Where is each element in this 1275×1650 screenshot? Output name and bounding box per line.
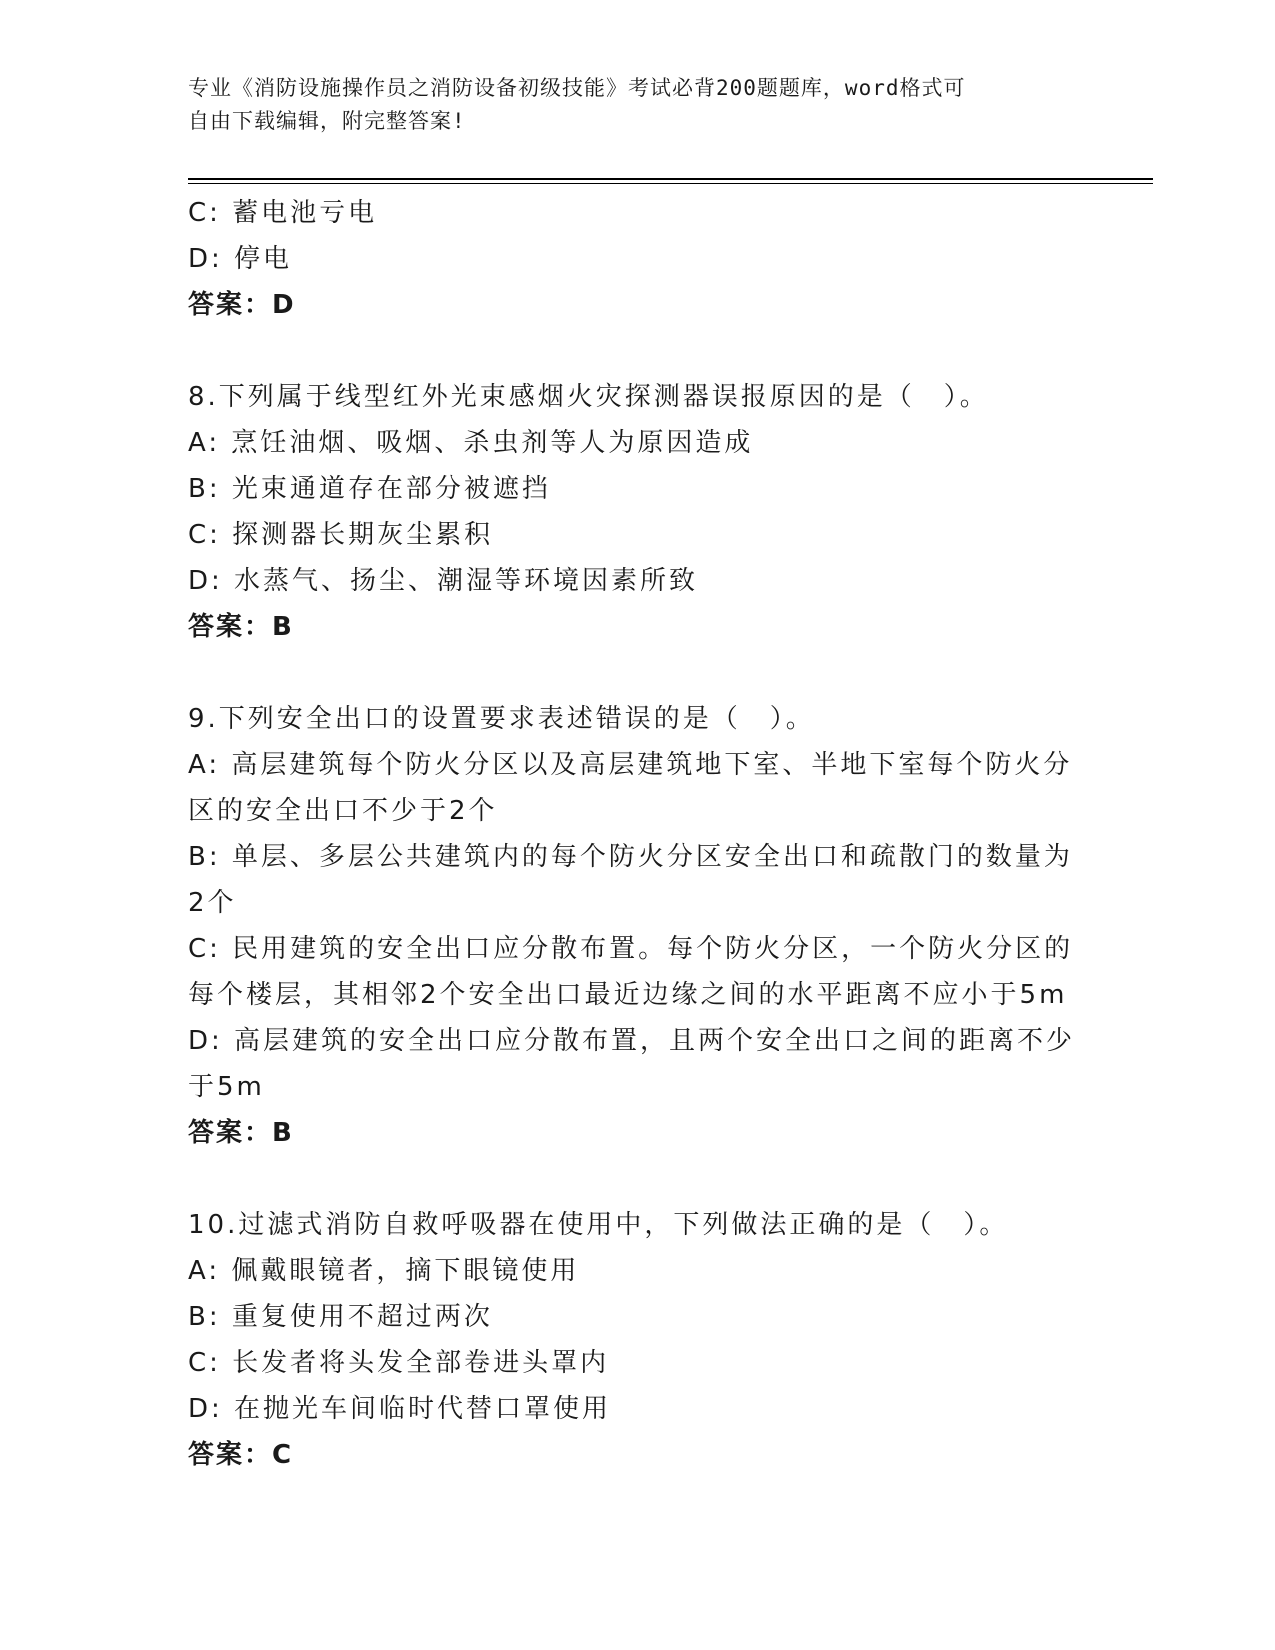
option-a: A: 佩戴眼镜者，摘下眼镜使用 <box>188 1256 580 1286</box>
option-a-line-2: 区的安全出口不少于2个 <box>188 796 498 826</box>
option-d: D: 停电 <box>188 244 293 274</box>
previous-question-tail <box>188 190 1068 328</box>
answer: 答案：B <box>188 1118 294 1148</box>
answer: 答案：C <box>188 1440 294 1470</box>
header-line-1: 专业《消防设施操作员之消防设备初级技能》考试必背200题题库，word格式可 <box>188 76 966 100</box>
question-content <box>188 190 1076 1478</box>
option-c: C: 探测器长期灰尘累积 <box>188 520 494 550</box>
option-c: C: 长发者将头发全部卷进头罩内 <box>188 1348 610 1378</box>
document-header <box>188 72 1068 138</box>
header-rule-thin <box>188 183 1153 184</box>
spacer <box>188 650 1068 696</box>
option-b: B: 光束通道存在部分被遮挡 <box>188 474 551 504</box>
answer: 答案：D <box>188 290 296 320</box>
header-line-2: 自由下载编辑，附完整答案! <box>188 109 466 133</box>
question-9 <box>188 696 1076 1156</box>
spacer <box>188 328 1068 374</box>
question-10 <box>188 1202 1068 1478</box>
answer: 答案：B <box>188 612 294 642</box>
option-c-line-1: C: 民用建筑的安全出口应分散布置。每个防火分区，一个防火分区的 <box>188 934 1074 964</box>
option-c-line-2: 每个楼层，其相邻2个安全出口最近边缘之间的水平距离不应小于5m <box>188 980 1068 1010</box>
option-a-line-1: A: 高层建筑每个防火分区以及高层建筑地下室、半地下室每个防火分 <box>188 750 1073 780</box>
header-rule-thick <box>188 178 1153 180</box>
option-b-line-1: B: 单层、多层公共建筑内的每个防火分区安全出口和疏散门的数量为 <box>188 842 1073 872</box>
question-text: 10.过滤式消防自救呼吸器在使用中，下列做法正确的是（ ）。 <box>188 1210 1009 1240</box>
question-text: 8.下列属于线型红外光束感烟火灾探测器误报原因的是（ ）。 <box>188 382 989 412</box>
question-8 <box>188 374 1068 650</box>
option-b: B: 重复使用不超过两次 <box>188 1302 493 1332</box>
option-b-line-2: 2个 <box>188 888 237 918</box>
question-text: 9.下列安全出口的设置要求表述错误的是（ ）。 <box>188 704 815 734</box>
option-d-line-2: 于5m <box>188 1072 265 1102</box>
option-a: A: 烹饪油烟、吸烟、杀虫剂等人为原因造成 <box>188 428 754 458</box>
option-c: C: 蓄电池亏电 <box>188 198 378 228</box>
option-d: D: 水蒸气、扬尘、潮湿等环境因素所致 <box>188 566 699 596</box>
spacer <box>188 1156 1068 1202</box>
option-d-line-1: D: 高层建筑的安全出口应分散布置，且两个安全出口之间的距离不少 <box>188 1026 1076 1056</box>
option-d: D: 在抛光车间临时代替口罩使用 <box>188 1394 612 1424</box>
